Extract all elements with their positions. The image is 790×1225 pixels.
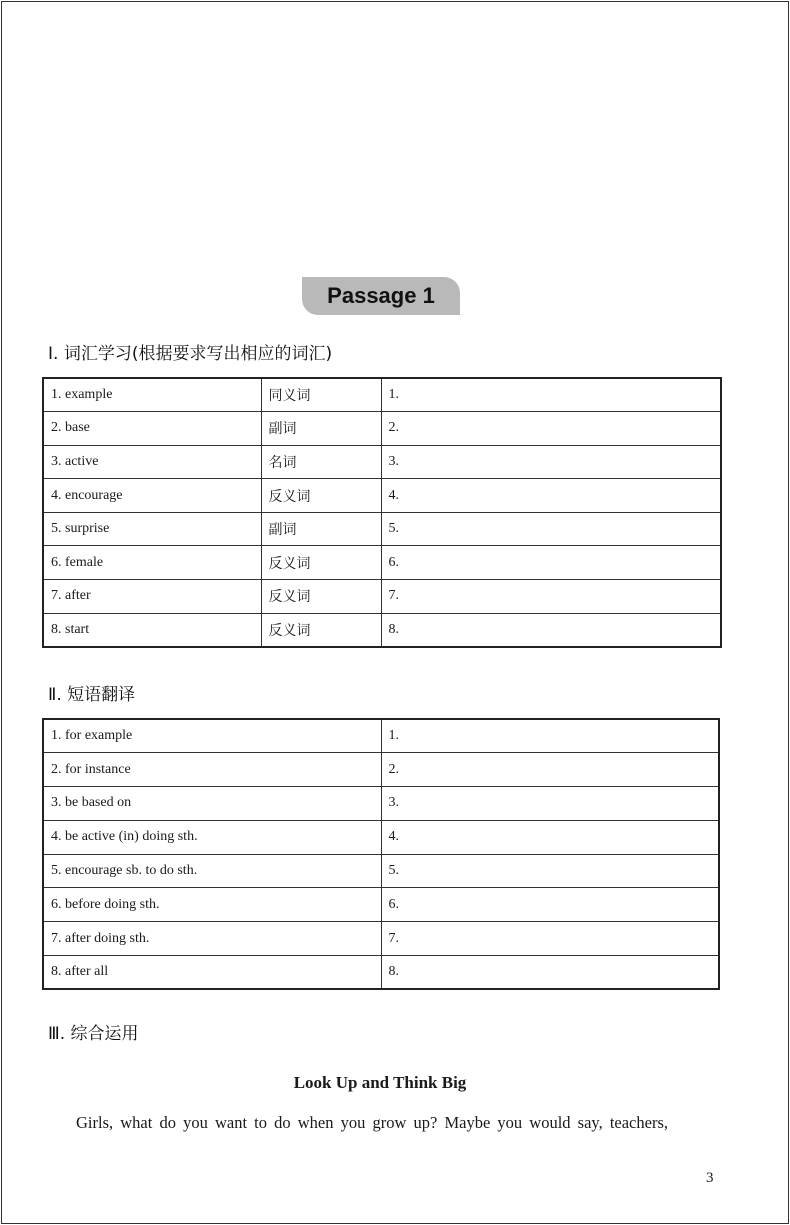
phrase-cell: 6. before doing sth.: [43, 888, 381, 922]
table-row: [43, 378, 721, 412]
page-number: 3: [706, 1170, 714, 1186]
table-row: [43, 922, 719, 956]
word-cell: 7. after: [43, 580, 261, 614]
word-cell: 3. active: [43, 445, 261, 479]
requirement-cell: 反义词: [261, 580, 381, 614]
passage-heading: Look Up and Think Big: [293, 1073, 467, 1092]
word-cell: 2. base: [43, 412, 261, 446]
answer-cell[interactable]: 6.: [381, 888, 719, 922]
answer-cell[interactable]: 5.: [381, 854, 719, 888]
table-row: [43, 956, 719, 990]
passage-title: Passage 1: [302, 277, 460, 315]
requirement-cell: 反义词: [261, 613, 381, 647]
phrase-cell: 7. after doing sth.: [43, 922, 381, 956]
word-cell: 5. surprise: [43, 512, 261, 546]
table-row: [43, 787, 719, 821]
table-row: [43, 445, 721, 479]
answer-cell[interactable]: 2.: [381, 412, 721, 446]
section2-heading: Ⅱ. 短语翻译: [48, 685, 136, 705]
table-row: [43, 580, 721, 614]
section3-heading: Ⅲ. 综合运用: [48, 1024, 139, 1044]
answer-cell[interactable]: 1.: [381, 378, 721, 412]
table-row: [43, 719, 719, 753]
table-row: [43, 854, 719, 888]
answer-cell[interactable]: 2.: [381, 753, 719, 787]
answer-cell[interactable]: 6.: [381, 546, 721, 580]
requirement-cell: 反义词: [261, 546, 381, 580]
table-row: [43, 479, 721, 513]
table-row: [43, 888, 719, 922]
requirement-cell: 同义词: [261, 378, 381, 412]
answer-cell[interactable]: 7.: [381, 580, 721, 614]
requirement-cell: 反义词: [261, 479, 381, 513]
requirement-cell: 名词: [261, 445, 381, 479]
phrase-cell: 8. after all: [43, 956, 381, 990]
phrase-cell: 4. be active (in) doing sth.: [43, 820, 381, 854]
phrase-cell: 3. be based on: [43, 787, 381, 821]
phrase-cell: 1. for example: [43, 719, 381, 753]
table-row: [43, 820, 719, 854]
answer-cell[interactable]: 8.: [381, 956, 719, 990]
word-cell: 4. encourage: [43, 479, 261, 513]
phrase-cell: 2. for instance: [43, 753, 381, 787]
word-cell: 8. start: [43, 613, 261, 647]
answer-cell[interactable]: 1.: [381, 719, 719, 753]
table-row: [43, 753, 719, 787]
answer-cell[interactable]: 3.: [381, 787, 719, 821]
phrase-table: [42, 718, 720, 990]
answer-cell[interactable]: 7.: [381, 922, 719, 956]
answer-cell[interactable]: 3.: [381, 445, 721, 479]
passage-text: Girls, what do you want to do when you grow up? Maybe you would say, teachers,: [76, 1113, 668, 1132]
word-cell: 6. female: [43, 546, 261, 580]
table-row: [43, 412, 721, 446]
table-row: [43, 546, 721, 580]
requirement-cell: 副词: [261, 412, 381, 446]
phrase-cell: 5. encourage sb. to do sth.: [43, 854, 381, 888]
requirement-cell: 副词: [261, 512, 381, 546]
answer-cell[interactable]: 8.: [381, 613, 721, 647]
section1-heading: Ⅰ. 词汇学习(根据要求写出相应的词汇): [48, 344, 333, 364]
answer-cell[interactable]: 5.: [381, 512, 721, 546]
answer-cell[interactable]: 4.: [381, 820, 719, 854]
word-cell: 1. example: [43, 378, 261, 412]
table-row: [43, 613, 721, 647]
vocab-table: [42, 377, 722, 648]
answer-cell[interactable]: 4.: [381, 479, 721, 513]
table-row: [43, 512, 721, 546]
